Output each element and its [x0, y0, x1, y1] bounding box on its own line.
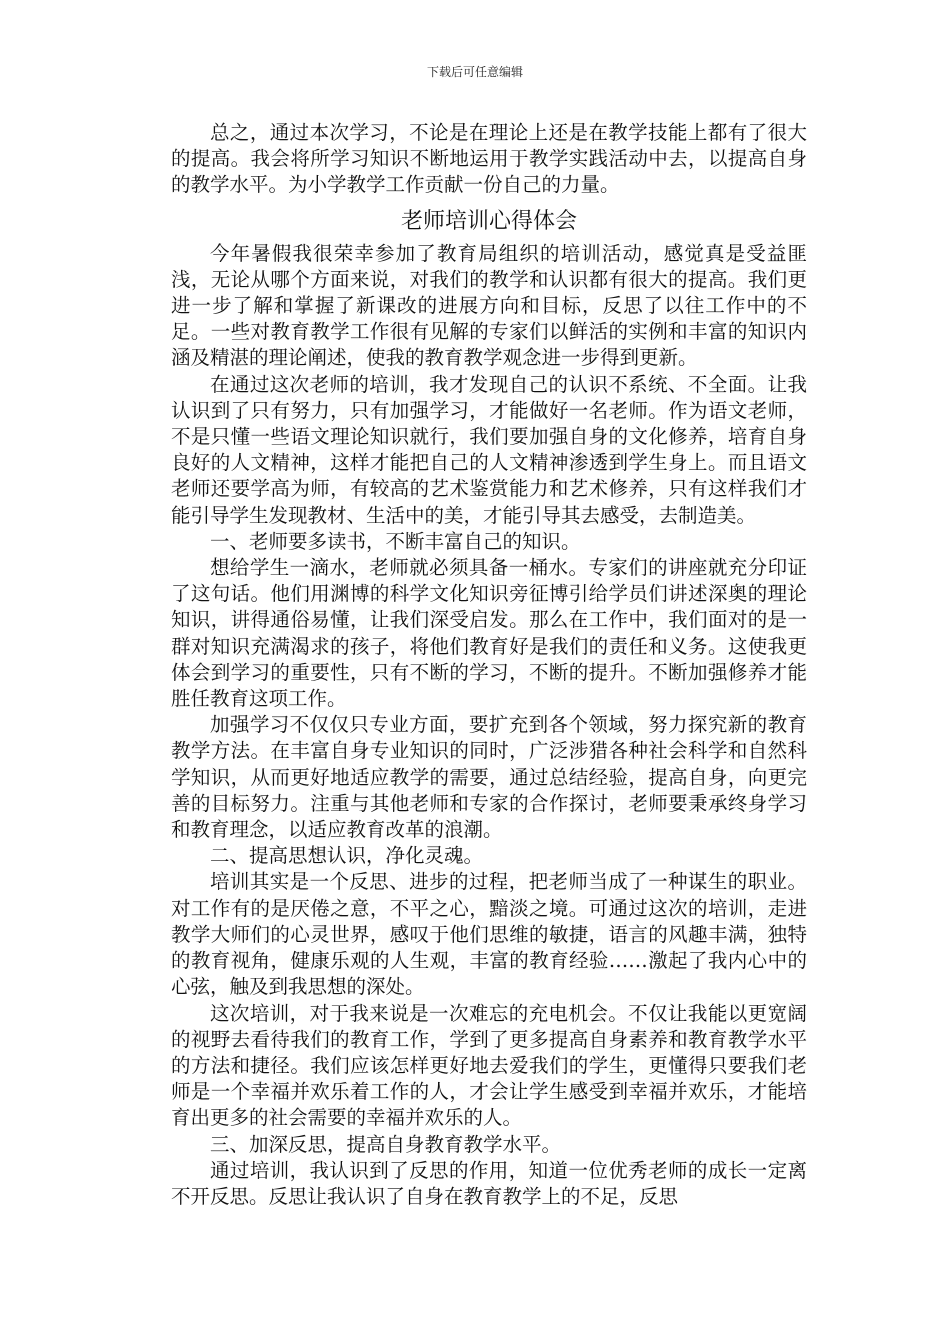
paragraph: 想给学生一滴水，老师就必须具备一桶水。专家们的讲座就充分印证了这句话。他们用渊博的科学文化知识旁征博引给学员们讲述深奥的理论知识，讲得通俗易懂，让我们深受启发。那么在工作中，我们面对的是一群对知识充满渴求的孩子，将他们教育好是我们的责任和义务。这使我更体会到学习的重要性，只有不断的学习，不断的提升。不断加强修养才能胜任教育这项工作。 [171, 556, 807, 711]
document-body [171, 120, 807, 1210]
paragraph: 通过培训，我认识到了反思的作用，知道一位优秀老师的成长一定离不开反思。反思让我认识了自身在教育教学上的不足，反思 [171, 1158, 807, 1208]
section-heading-2: 二、提高思想认识，净化灵魂。 [210, 844, 484, 868]
paragraph: 在通过这次老师的培训，我才发现自己的认识不系统、不全面。让我认识到了只有努力，只有加强学习，才能做好一名老师。作为语文老师，不是只懂一些语文理论知识就行，我们要加强自身的文化修养，培育自身良好的人文精神，这样才能把自己的人文精神渗透到学生身上。而且语文老师还要学高为师，有较高的艺术鉴赏能力和艺术修养，只有这样我们才能引导学生发现教材、生活中的美，才能引导其去感受，去制造美。 [171, 372, 807, 527]
intro-paragraph: 总之，通过本次学习，不论是在理论上还是在教学技能上都有了很大的提高。我会将所学习知识不断地运用于教学实践活动中去，以提高自身的教学水平。为小学教学工作贡献一份自己的力量。 [171, 121, 807, 197]
paragraph: 这次培训，对于我来说是一次难忘的充电机会。不仅让我能以更宽阔的视野去看待我们的教育工作，学到了更多提高自身素养和教育教学水平的方法和捷径。我们应该怎样更好地去爱我们的学生，更懂得只要我们老师是一个幸福并欢乐着工作的人，才会让学生感受到幸福并欢乐，才能培育出更多的社会需要的幸福并欢乐的人。 [171, 1001, 807, 1130]
paragraph: 加强学习不仅仅只专业方面，要扩充到各个领域，努力探究新的教育教学方法。在丰富自身专业知识的同时，广泛涉猎各种社会科学和自然科学知识，从而更好地适应教学的需要，通过总结经验，提高自身，向更完善的目标努力。注重与其他老师和专家的合作探讨，老师要秉承终身学习和教育理念，以适应教育改革的浪潮。 [171, 713, 807, 842]
header-note: 下载后可任意编辑 [426, 65, 523, 79]
section-heading-1: 一、老师要多读书，不断丰富自己的知识。 [210, 529, 581, 553]
paragraph: 培训其实是一个反思、进步的过程，把老师当成了一种谋生的职业。对工作有的是厌倦之意，不平之心，黯淡之境。可通过这次的培训，走进教学大师们的心灵世界，感叹于他们思维的敏捷，语言的风趣丰满，独特的教育视角，健康乐观的人生观，丰富的教育经验……激起了我内心中的心弦，触及到我思想的深处。 [171, 870, 807, 999]
section-heading-3: 三、加深反思，提高自身教育教学水平。 [210, 1132, 562, 1156]
document-title: 老师培训心得体会 [400, 208, 577, 234]
paragraph: 今年暑假我很荣幸参加了教育局组织的培训活动，感觉真是受益匪浅，无论从哪个方面来说，对我们的教学和认识都有很大的提高。我们更进一步了解和掌握了新课改的进展方向和目标，反思了以往工作中的不足。一些对教育教学工作很有见解的专家们以鲜活的实例和丰富的知识内涵及精湛的理论阐述，使我的教育教学观念进一步得到更新。 [171, 241, 807, 370]
